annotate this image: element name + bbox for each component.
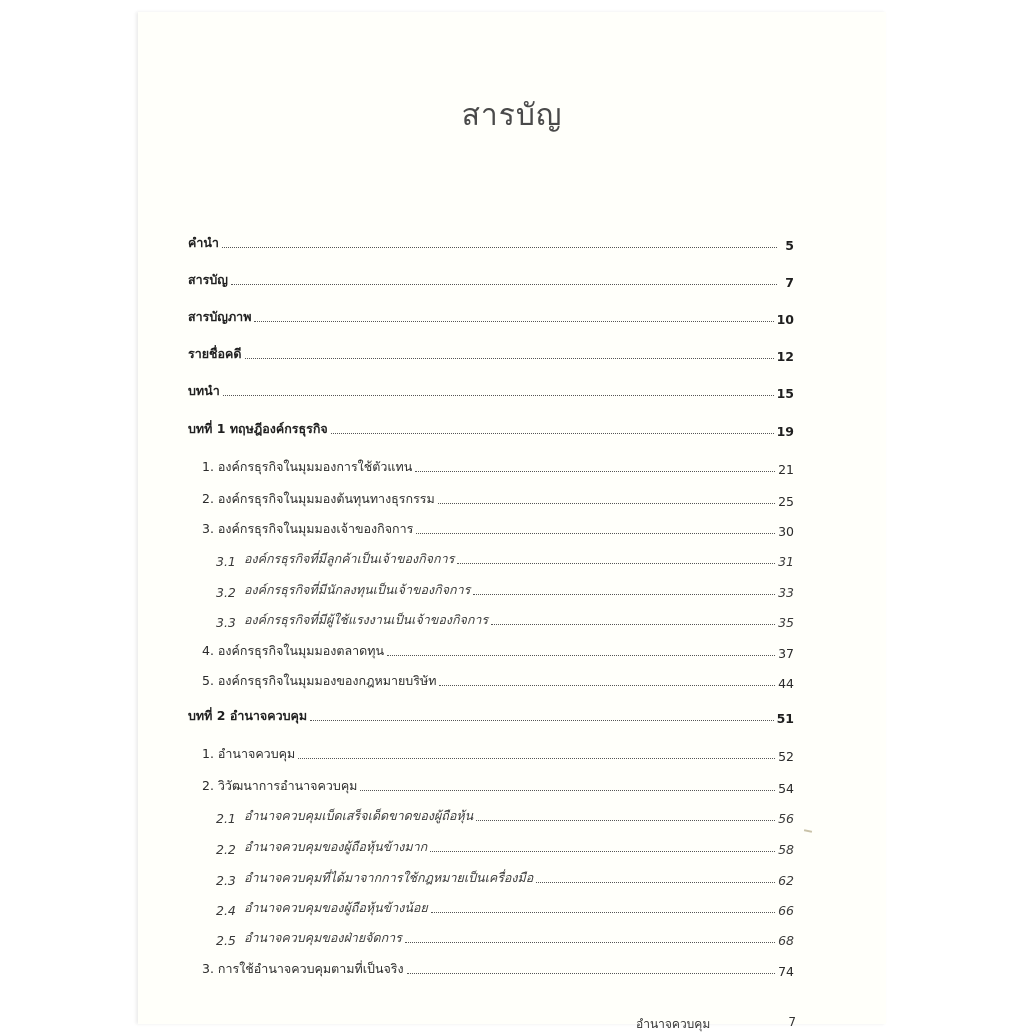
toc-entry-page: 52 — [778, 749, 794, 764]
toc-entry-title: บทที่ 2 อำนาจควบคุม — [188, 708, 308, 723]
page-title: สารบัญ — [461, 98, 563, 133]
dot-leader — [438, 502, 775, 504]
toc-entry[interactable] — [188, 268, 794, 290]
toc-entry-title: รายชื่อคดี — [188, 346, 242, 361]
toc-entry-title: 1. องค์กรธุรกิจในมุมมองการใช้ตัวแทน — [202, 459, 413, 474]
toc-entry-title: อำนาจควบคุมที่ได้มาจากการใช้กฎหมายเป็นเครื่องมือ — [244, 870, 534, 885]
dot-leader — [491, 623, 775, 625]
toc-entry-page: 25 — [778, 494, 794, 509]
toc-entry-page: 33 — [778, 585, 794, 600]
ink-mark — [804, 829, 812, 833]
toc-entry-title: องค์กรธุรกิจที่มีผู้ใช้แรงงานเป็นเจ้าของกิจการ — [244, 612, 489, 627]
toc-entry-number: 3.3 — [216, 615, 236, 630]
toc-entry-page: 44 — [778, 676, 794, 691]
toc-entry-title: 3. การใช้อำนาจควบคุมตามที่เป็นจริง — [202, 961, 404, 976]
toc-entry-page: 31 — [778, 554, 794, 569]
dot-leader — [457, 562, 775, 564]
toc-entry-title: บทที่ 1 ทฤษฎีองค์กรธุรกิจ — [188, 421, 328, 436]
toc-entry[interactable] — [202, 669, 794, 691]
toc-entry-page: 68 — [778, 933, 794, 948]
toc-entry[interactable] — [188, 379, 794, 401]
toc-entry-title: คำนำ — [188, 235, 219, 250]
toc-entry-page: 19 — [776, 424, 794, 439]
footer-page-number: 7 — [788, 1015, 796, 1029]
toc-entry-page: 56 — [778, 811, 794, 826]
dot-leader — [405, 941, 775, 943]
document-page — [138, 12, 886, 1031]
dot-leader — [298, 757, 775, 759]
toc-entry-page: 21 — [778, 462, 794, 477]
toc-entry[interactable] — [216, 578, 794, 600]
toc-entry-title: อำนาจควบคุมของผู้ถือหุ้นข้างมาก — [244, 839, 428, 854]
toc-entry[interactable] — [216, 896, 794, 918]
dot-leader — [476, 819, 775, 821]
toc-entry[interactable] — [216, 608, 794, 630]
toc-entry[interactable] — [188, 231, 794, 253]
toc-entry-page: 10 — [776, 312, 794, 327]
toc-entry-title: อำนาจควบคุมเบ็ดเสร็จเด็ดขาดของผู้ถือหุ้น — [244, 808, 474, 823]
toc-entry-number: 2.3 — [216, 873, 236, 888]
toc-entry-title: บทนำ — [188, 383, 220, 398]
toc-entry-page: 15 — [776, 386, 794, 401]
toc-entry-title: องค์กรธุรกิจที่มีนักลงทุนเป็นเจ้าของกิจการ — [244, 582, 471, 597]
toc-entry-page: 66 — [778, 903, 794, 918]
toc-entry[interactable] — [216, 926, 794, 948]
toc-entry-title: 3. องค์กรธุรกิจในมุมมองเจ้าของกิจการ — [202, 521, 414, 536]
dot-leader — [536, 881, 775, 883]
toc-entry-page: 54 — [778, 781, 794, 796]
toc-entry-title: อำนาจควบคุมของฝ่ายจัดการ — [244, 930, 402, 945]
dot-leader — [310, 719, 773, 721]
toc-entry-page: 35 — [778, 615, 794, 630]
dot-leader — [231, 283, 777, 285]
toc-entry[interactable] — [216, 866, 794, 888]
toc-entry[interactable] — [202, 517, 794, 539]
toc-entry-title: 4. องค์กรธุรกิจในมุมมองตลาดทุน — [202, 643, 385, 658]
dot-leader — [415, 470, 775, 472]
toc-entry-title: 5. องค์กรธุรกิจในมุมมองของกฎหมายบริษัท — [202, 673, 437, 688]
toc-entry-title: องค์กรธุรกิจที่มีลูกค้าเป็นเจ้าของกิจการ — [244, 551, 455, 566]
toc-entry[interactable] — [202, 639, 794, 661]
dot-leader — [439, 684, 775, 686]
toc-entry[interactable] — [188, 417, 794, 439]
toc-entry[interactable] — [202, 957, 794, 979]
footer-title: อำนาจควบคุม — [636, 1017, 711, 1031]
toc-entry[interactable] — [216, 804, 794, 826]
toc-entry-number: 2.2 — [216, 842, 236, 857]
toc-entry[interactable] — [202, 774, 794, 796]
toc-entry-page: 51 — [776, 711, 794, 726]
toc-entry-page: 62 — [778, 873, 794, 888]
dot-leader — [387, 654, 775, 656]
toc-entry-number: 2.4 — [216, 903, 236, 918]
toc-entry-title: 2. องค์กรธุรกิจในมุมมองต้นทุนทางธุรกรรม — [202, 491, 435, 506]
toc-entry-number: 3.1 — [216, 554, 236, 569]
toc-entry-title: 2. วิวัฒนาการอำนาจควบคุม — [202, 778, 358, 793]
toc-entry-page: 58 — [778, 842, 794, 857]
toc-entry[interactable] — [202, 487, 794, 509]
toc-entry-page: 30 — [778, 524, 794, 539]
toc-entry-page: 37 — [778, 646, 794, 661]
dot-leader — [416, 532, 775, 534]
dot-leader — [360, 789, 775, 791]
toc-entry-page: 12 — [776, 349, 794, 364]
toc-entry-page: 7 — [785, 275, 794, 290]
toc-entry[interactable] — [216, 547, 794, 569]
dot-leader — [222, 246, 777, 248]
page-footer — [636, 1015, 796, 1034]
dot-leader — [473, 593, 775, 595]
dot-leader — [254, 320, 773, 322]
dot-leader — [407, 972, 775, 974]
toc-entry-title: อำนาจควบคุมของผู้ถือหุ้นข้างน้อย — [244, 900, 428, 915]
toc-entry[interactable] — [188, 342, 794, 364]
dot-leader — [331, 432, 774, 434]
toc-entry-number: 2.5 — [216, 933, 236, 948]
dot-leader — [245, 357, 774, 359]
toc-entry-title: สารบัญภาพ — [188, 309, 252, 324]
toc-entry-page: 74 — [778, 964, 794, 979]
toc-entry-page: 5 — [785, 238, 794, 253]
toc-entry[interactable] — [202, 742, 794, 764]
toc-entry[interactable] — [216, 835, 794, 857]
toc-entry[interactable] — [188, 704, 794, 726]
toc-entry[interactable] — [202, 455, 794, 477]
toc-entry-number: 2.1 — [216, 811, 236, 826]
dot-leader — [223, 394, 774, 396]
toc-entry-title: 1. อำนาจควบคุม — [202, 746, 296, 761]
dot-leader — [431, 911, 775, 913]
toc-entry-number: 3.2 — [216, 585, 236, 600]
toc-entry[interactable] — [188, 305, 794, 327]
toc-entry-title: สารบัญ — [188, 272, 228, 287]
dot-leader — [430, 850, 775, 852]
